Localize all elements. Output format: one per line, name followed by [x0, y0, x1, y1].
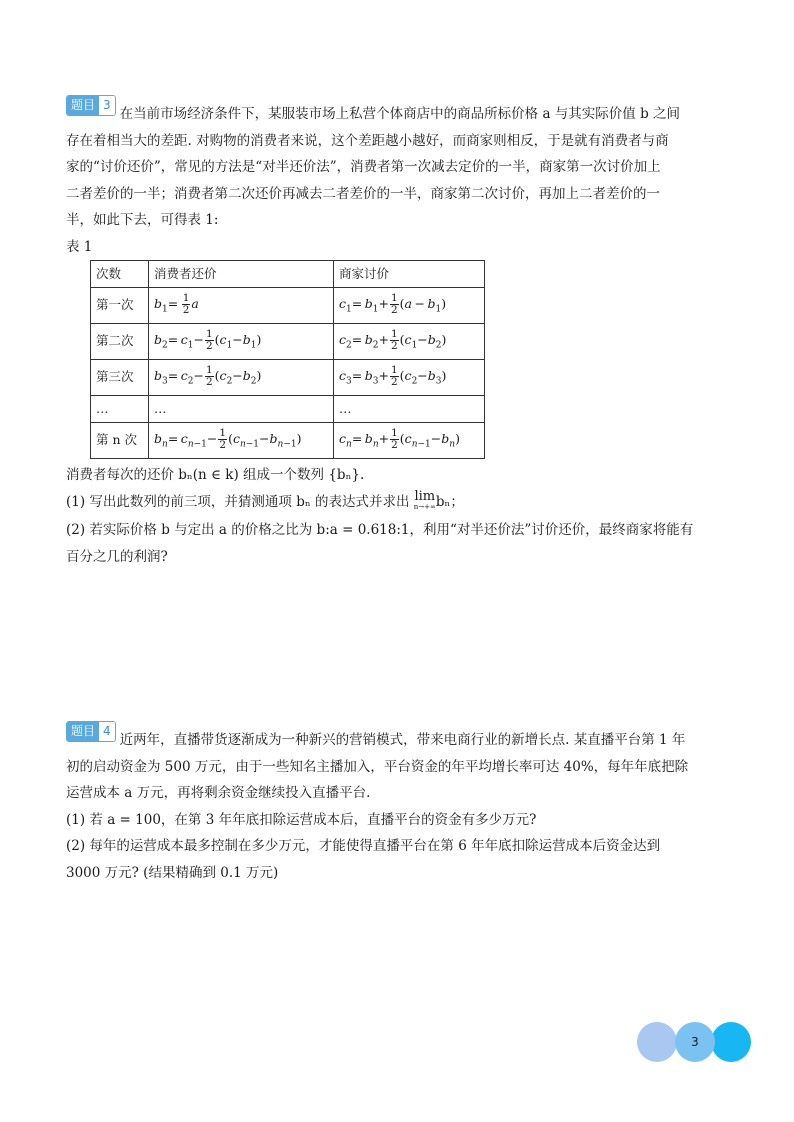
- fraction: $\frac{1}{2}$: [391, 427, 398, 452]
- question-2-line-1: (2) 若实际价格 b 与定出 a 的价格之比为 b:a = 0.618:1，利用“对半还价法”讨价还价，最终商家将能有: [66, 522, 694, 539]
- price-table: [90, 260, 485, 459]
- problem-4-tag: [66, 721, 116, 742]
- problem-4-line-1: [66, 721, 732, 754]
- question-2-line-2: 百分之几的利润?: [66, 548, 168, 565]
- question-1: [66, 489, 732, 516]
- round-label: …: [91, 395, 149, 422]
- fraction: $\frac{1}{2}$: [390, 364, 398, 389]
- tag-label: 题目: [67, 722, 99, 741]
- table-row: [91, 359, 485, 395]
- table-row: [91, 422, 485, 458]
- question-2-line-1: (2) 每年的运营成本最多控制在多少万元，才能使得直播平台在第 6 年年底扣除运营成本后资金达到: [66, 838, 661, 855]
- question-1: (1) 若 a = 100，在第 3 年年底扣除运营成本后，直播平台的资金有多少万元?: [66, 811, 537, 828]
- problem-3-tag: [66, 95, 116, 116]
- header-consumer: 消费者还价: [149, 260, 334, 287]
- header-round: 次数: [91, 260, 149, 287]
- intro-line: 初的启动资金为 500 万元，由于一些知名主播加入，平台资金的年平均增长率可达 40%，每年年底把除: [66, 758, 689, 775]
- question-1-suffix: bₙ；: [435, 493, 464, 510]
- table-header-row: [91, 260, 485, 287]
- round-label: 第二次: [91, 323, 149, 359]
- table-caption: 表 1: [66, 238, 93, 255]
- problem-3: [66, 95, 732, 570]
- intro-line: 近两年，直播带货逐渐成为一种新兴的营销模式，带来电商行业的新增长点. 某直播平台第 1 年: [119, 732, 686, 748]
- decor-circle-right: [711, 1022, 751, 1062]
- fraction: $\frac{1}{2}$: [205, 328, 213, 353]
- page-number: 3: [691, 1035, 699, 1049]
- merchant-formula: $c_1= b_1+$ $\frac{1}{2}$ $(a - b_1)$: [334, 287, 485, 323]
- consumer-formula: $b_3= c_2-$ $\frac{1}{2}$ $(c_2-b_2)$: [149, 359, 334, 395]
- intro-line: 二者差价的一半；消费者第二次还价再减去二者差价的一半，商家第二次讨价，再加上二者差价的一: [66, 185, 660, 202]
- merchant-formula: $c_2= b_2+$ $\frac{1}{2}$ $(c_1-b_2)$: [334, 323, 485, 359]
- consumer-formula: $b_1=$ $\frac{1}{2}$ a: [149, 287, 334, 323]
- round-label: 第 n 次: [91, 422, 149, 458]
- merchant-formula: $c_n= b_n+$ $\frac{1}{2}$ $(c_{n-1}-b_n)$: [334, 422, 485, 458]
- table-row: [91, 395, 485, 422]
- intro-line: 半，如此下去，可得表 1:: [66, 212, 219, 229]
- tag-number: 3: [99, 96, 115, 115]
- merchant-formula: $c_3= b_3+$ $\frac{1}{2}$ $(c_2-b_3)$: [334, 359, 485, 395]
- fraction: $\frac{1}{2}$: [205, 364, 213, 389]
- fraction: $\frac{1}{2}$: [219, 427, 227, 452]
- fraction: $\frac{1}{2}$: [390, 292, 398, 317]
- intro-line: 在当前市场经济条件下，某服装市场上私营个体商店中的商品所标价格 a 与其实际价值 b 之间: [119, 106, 681, 122]
- consumer-formula: $b_2= c_1-$ $\frac{1}{2}$ $(c_1-b_1)$: [149, 323, 334, 359]
- consumer-formula: $b_n= c_{n-1}-$ $\frac{1}{2}$ $(c_{n-1}-b_{n-1})$: [149, 422, 334, 458]
- header-merchant: 商家讨价: [334, 260, 485, 287]
- after-table-text: 消费者每次的还价 bₙ(n ∈ k) 组成一个数列 {bₙ}.: [66, 466, 365, 483]
- merchant-ellipsis: …: [334, 395, 485, 422]
- table-row: [91, 287, 485, 323]
- question-1-text: (1) 写出此数列的前三项，并猜测通项 bₙ 的表达式并求出: [66, 493, 410, 510]
- limit-symbol: lim n→+∞: [413, 489, 436, 512]
- fraction: $\frac{1}{2}$: [390, 328, 398, 353]
- page-indicator: [637, 1022, 751, 1062]
- intro-line: 存在着相当大的差距. 对购物的消费者来说，这个差距越小越好，而商家则相反，于是就有消费者与商: [66, 132, 669, 149]
- problem-4: [66, 721, 732, 887]
- round-label: 第一次: [91, 287, 149, 323]
- problem-3-line-1: [66, 95, 732, 128]
- intro-line: 运营成本 a 万元，再将剩余资金继续投入直播平台.: [66, 785, 371, 802]
- decor-circle-left: [637, 1022, 677, 1062]
- consumer-ellipsis: …: [149, 395, 334, 422]
- tag-number: 4: [99, 722, 115, 741]
- round-label: 第三次: [91, 359, 149, 395]
- intro-line: 家的“讨价还价”，常见的方法是“对半还价法”，消费者第一次减去定价的一半，商家第一次讨价加上: [66, 159, 661, 176]
- question-2-line-2: 3000 万元? (结果精确到 0.1 万元): [66, 864, 279, 881]
- tag-label: 题目: [67, 96, 99, 115]
- table-row: [91, 323, 485, 359]
- fraction: $\frac{1}{2}$: [182, 292, 190, 317]
